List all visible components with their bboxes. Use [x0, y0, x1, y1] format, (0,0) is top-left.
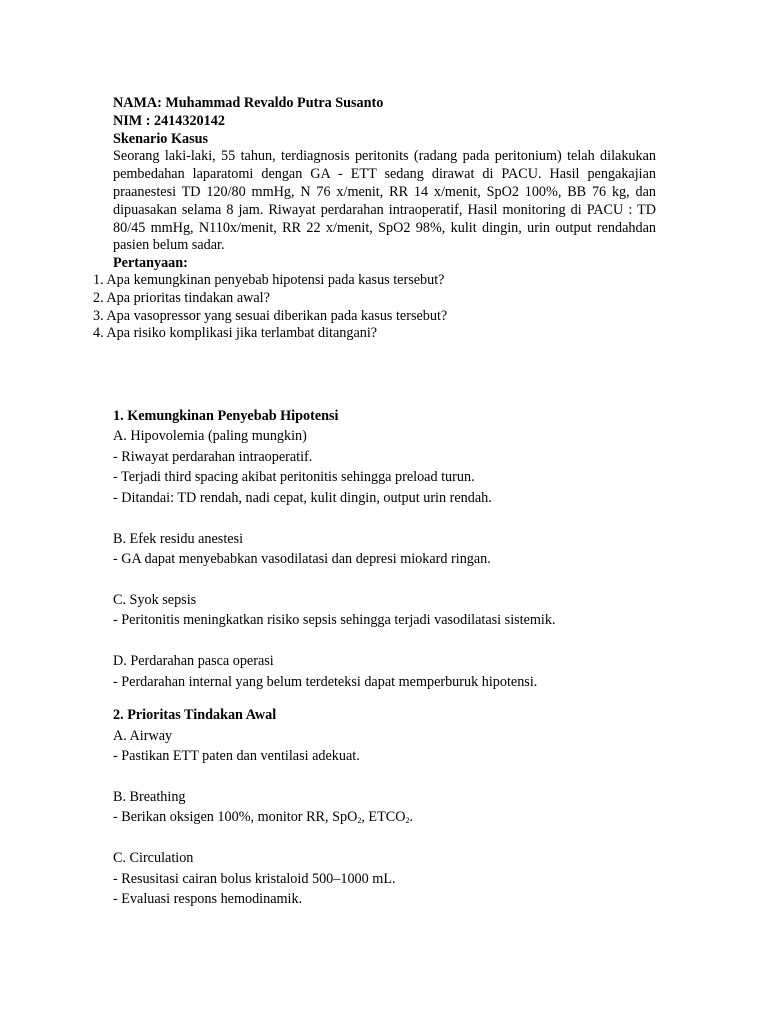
text-run: .	[409, 809, 414, 826]
question-item: 3. Apa vasopressor yang sesuai diberikan pada kasus tersebut?	[93, 307, 448, 324]
spacer	[113, 569, 673, 590]
subscript: 2	[405, 816, 410, 826]
question-item: 2. Apa prioritas tindakan awal?	[93, 289, 270, 306]
text-run: , ETCO	[361, 809, 406, 826]
section1-d-title: D. Perdarahan pasca operasi	[113, 653, 274, 670]
list-item: - Peritonitis meningkatkan risiko sepsis sehingga terjadi vasodilatasi sistemik.	[113, 612, 556, 629]
list-item	[113, 807, 673, 827]
section1-a-title: A. Hipovolemia (paling mungkin)	[113, 428, 307, 445]
student-nim: NIM : 2414320142	[113, 112, 225, 129]
scenario-title: Skenario Kasus	[113, 130, 209, 147]
list-item: - Perdarahan internal yang belum terdeteksi dapat memperburuk hipotensi.	[113, 673, 538, 690]
questions-title: Pertanyaan:	[113, 255, 188, 272]
list-item: - Pastikan ETT paten dan ventilasi adekuat.	[113, 748, 360, 765]
spacer	[113, 766, 673, 787]
section2-title: 2. Prioritas Tindakan Awal	[113, 707, 277, 724]
answers-body	[113, 406, 673, 910]
spacer	[113, 631, 673, 652]
section2-c-title: C. Circulation	[113, 850, 194, 867]
section2-b-title: B. Breathing	[113, 789, 186, 806]
scenario-text: Seorang laki-laki, 55 tahun, terdiagnosis peritonits (radang pada peritonium) telah dilakukan pembedahan laparatomi dengan GA - ETT sedang dirawat di PACU. Hasil pengakajian praanestesi TD 120/80 mmHg, N 76 x/menit, RR 14 x/menit, SpO2 100%, BB 76 kg, dan dipuasakan selama 8 jam. Riwayat perdarahan intraoperatif, Hasil monitoring di PACU : TD 80/45 mmHg, N110x/menit, RR 22 x/menit, SpO2 98%, kulit dingin, urin output rendahdan pasien belum sadar.	[113, 148, 656, 254]
questions-list	[93, 272, 653, 343]
list-item: - Terjadi third spacing akibat peritonitis sehingga preload turun.	[113, 469, 475, 486]
spacer	[113, 508, 673, 529]
section1-title: 1. Kemungkinan Penyebab Hipotensi	[113, 408, 339, 424]
list-item: - Ditandai: TD rendah, nadi cepat, kulit dingin, output urin rendah.	[113, 489, 492, 506]
question-item: 1. Apa kemungkinan penyebab hipotensi pada kasus tersebut?	[93, 272, 445, 288]
section1-c-title: C. Syok sepsis	[113, 592, 197, 609]
list-item: - Riwayat perdarahan intraoperatif.	[113, 448, 313, 465]
spacer	[113, 828, 673, 849]
section2-a-title: A. Airway	[113, 727, 173, 744]
list-item: - Evaluasi respons hemodinamik.	[113, 891, 303, 908]
spacer	[113, 692, 673, 705]
question-item: 4. Apa risiko komplikasi jika terlambat ditangani?	[93, 325, 378, 342]
student-header	[113, 95, 656, 273]
list-item: - GA dapat menyebabkan vasodilatasi dan depresi miokard ringan.	[113, 551, 491, 568]
student-name: NAMA: Muhammad Revaldo Putra Susanto	[113, 95, 384, 111]
subscript: 2	[357, 816, 362, 826]
text-run: - Berikan oksigen 100%, monitor RR, SpO	[113, 809, 358, 826]
list-item: - Resusitasi cairan bolus kristaloid 500–1000 mL.	[113, 870, 396, 887]
section1-b-title: B. Efek residu anestesi	[113, 530, 244, 547]
